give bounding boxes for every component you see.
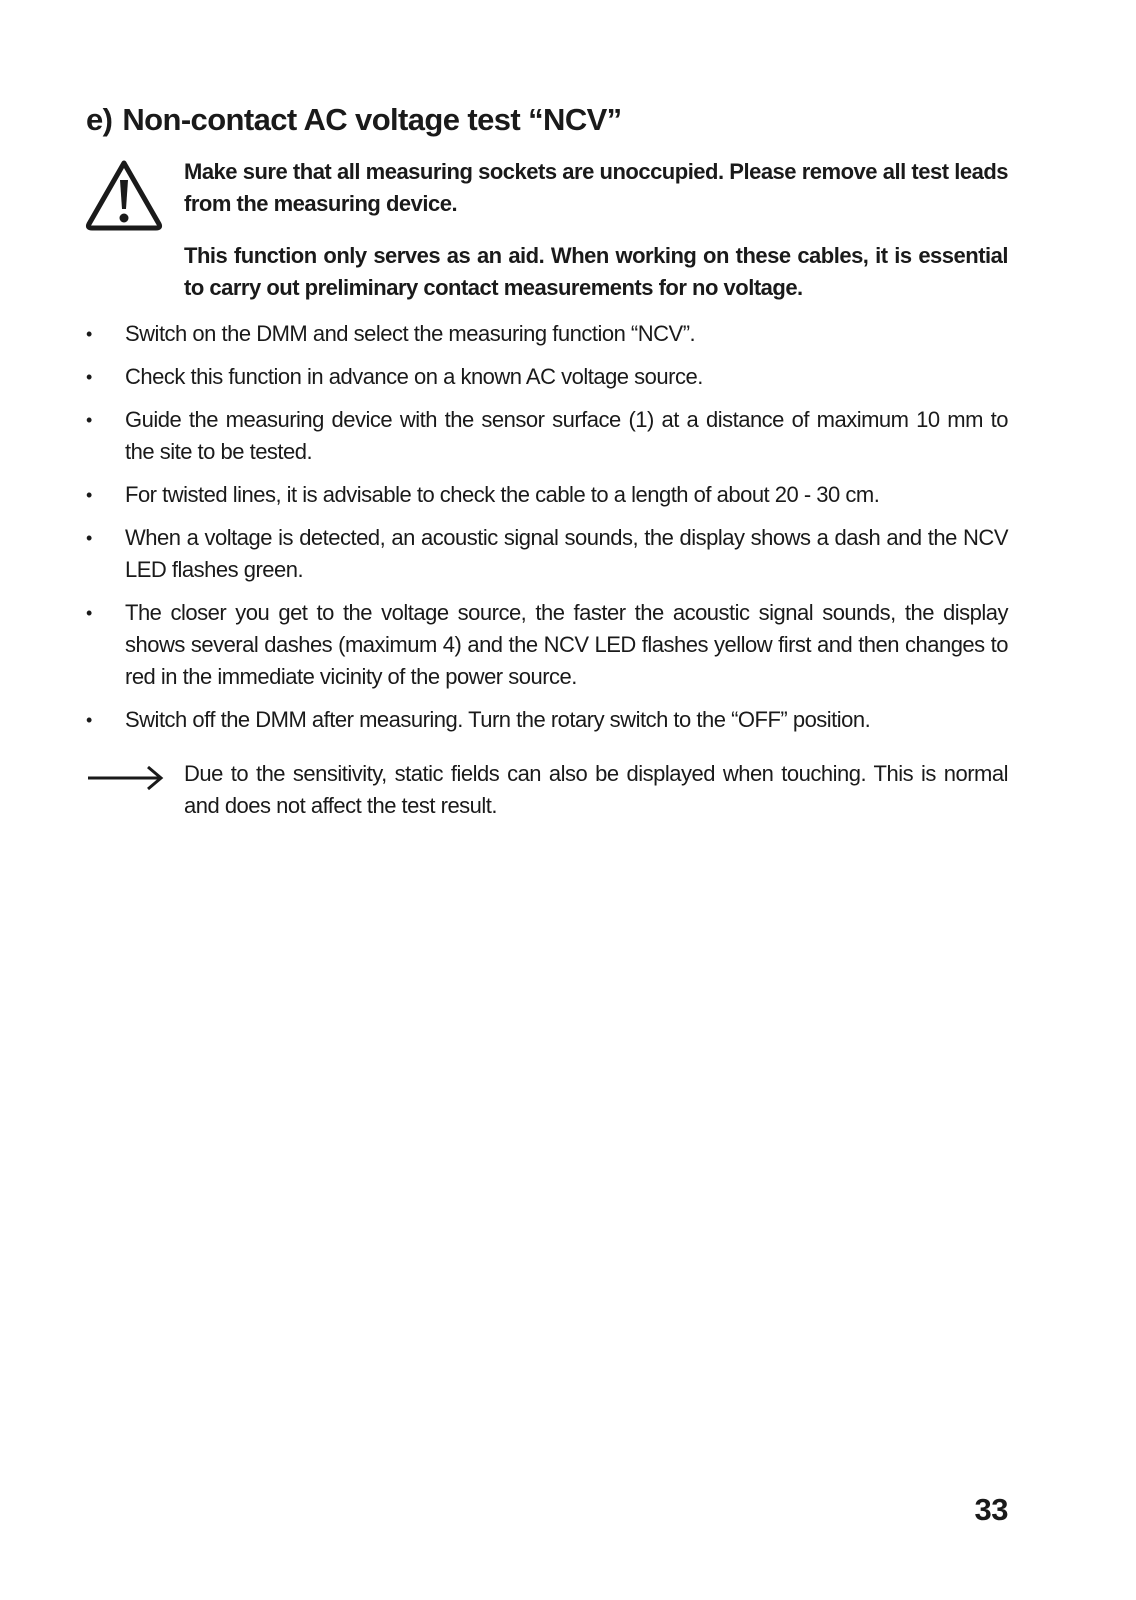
list-item: [84, 704, 1008, 736]
bullet-icon: •: [86, 710, 92, 730]
list-item-text: Guide the measuring device with the sensor surface (1) at a distance of maximum 10 mm to the site to be tested.: [125, 407, 1008, 464]
list-item: [84, 597, 1008, 693]
list-item-text: The closer you get to the voltage source, the faster the acoustic signal sounds, the display shows several dashes (maximum 4) and the NCV LED flashes yellow first and then changes to red in the immediate vicinity of the power source.: [125, 600, 1008, 689]
warning-text-1: Make sure that all measuring sockets are unoccupied. Please remove all test leads from the measuring device.: [184, 159, 1008, 216]
list-item: [84, 404, 1008, 468]
list-item-text: Check this function in advance on a known AC voltage source.: [125, 364, 703, 389]
bullet-icon: •: [86, 367, 92, 387]
note-text: Due to the sensitivity, static fields can also be displayed when touching. This is normal and does not affect the test result.: [184, 761, 1008, 818]
list-item: [84, 318, 1008, 350]
bullet-icon: •: [86, 603, 92, 623]
list-item: [84, 479, 1008, 511]
bullet-icon: •: [86, 528, 92, 548]
section-heading: [86, 100, 622, 140]
arrow-right-icon: [86, 764, 166, 792]
bullet-icon: •: [86, 324, 92, 344]
list-item-text: For twisted lines, it is advisable to check the cable to a length of about 20 - 30 cm.: [125, 482, 880, 507]
bullet-icon: •: [86, 485, 92, 505]
bullet-icon: •: [86, 410, 92, 430]
list-item: [84, 522, 1008, 586]
section-title: Non-contact AC voltage test “NCV”: [122, 102, 622, 137]
section-letter: e): [86, 102, 113, 137]
list-item-text: When a voltage is detected, an acoustic signal sounds, the display shows a dash and the NCV LED flashes green.: [125, 525, 1008, 582]
list-item-text: Switch on the DMM and select the measuring function “NCV”.: [125, 321, 696, 346]
warning-text-2: This function only serves as an aid. When working on these cables, it is essential to carry out preliminary contact measurements for no voltage.: [184, 243, 1008, 300]
list-item: [84, 361, 1008, 393]
page-number: 33: [974, 1492, 1008, 1527]
warning-triangle-icon: [84, 158, 164, 232]
list-item-text: Switch off the DMM after measuring. Turn the rotary switch to the “OFF” position.: [125, 707, 871, 732]
warning-block: [184, 156, 1008, 324]
instruction-list: [84, 318, 1008, 747]
